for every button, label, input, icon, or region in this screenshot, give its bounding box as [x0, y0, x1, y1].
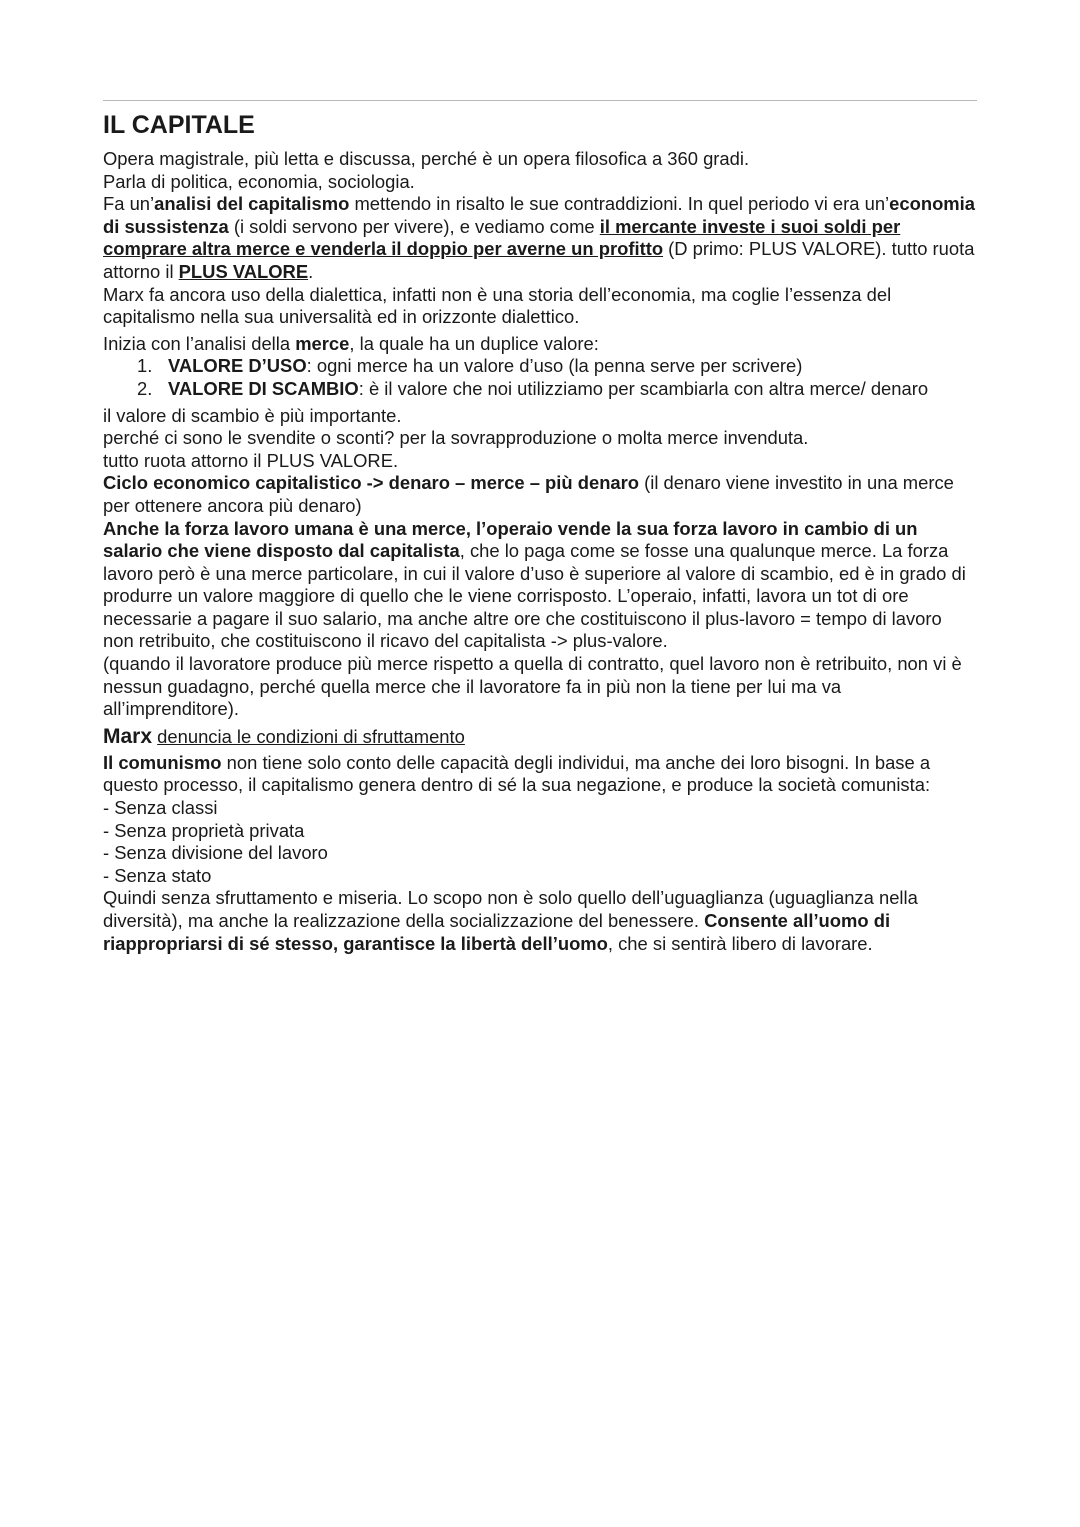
bold-term: merce — [295, 332, 350, 354]
page-title: IL CAPITALE — [103, 111, 255, 139]
labor-force-paragraph: Anche la forza lavoro umana è una merce, l’operaio vende la sua forza lavoro in cambio di un salario che viene disposto dal capitalista, che lo paga come se fosse una qualunque merce. La forza lavoro però è una merce particolare, in cui il valore d’uso è superiore al valore di scambio, ed è in grado di produrre un valore maggiore di quello che le viene corrisposto. L’operaio, infatti, lavora un tot di ore necessarie a pagare il suo salario, ma anche altre ore che costituiscono il plus-lavoro = tempo di lavoro non retribuito, che costituiscono il ricavo del capitalista -> plus-valore. — [103, 517, 966, 652]
exchange-line-1: il valore di scambio è più importante. — [103, 404, 402, 426]
underlined-term: PLUS VALORE — [178, 260, 309, 282]
bold-term: economia di sussistenza — [103, 193, 975, 237]
senza-item: - Senza stato — [103, 864, 212, 886]
communism-paragraph: Il comunismo non tiene solo conto delle capacità degli individui, ma anche dei loro bisogni. In base a questo processo, il capitalismo genera dentro di sé la sua negazione, e produce la società comunista: — [103, 751, 931, 796]
value-list — [103, 355, 977, 400]
dialectic-paragraph: Marx fa ancora uso della dialettica, infatti non è una storia dell’economia, ma coglie l’essenza del capitalismo nella sua universalità ed in orizzonte dialettico. — [103, 283, 892, 328]
senza-item: - Senza classi — [103, 797, 218, 819]
final-paragraph: Quindi senza sfruttamento e miseria. Lo scopo non è solo quello dell’uguaglianza (uguaglianza nella diversità), ma anche la realizzazione della socializzazione del benessere. Consente all’uomo di riappropriarsi di sé stesso, garantisce la libertà dell’uomo, che si sentirà libero di lavorare. — [103, 887, 918, 954]
document-page — [103, 100, 977, 955]
note-paragraph: (quando il lavoratore produce più merce rispetto a quella di contratto, quel lavoro non è retribuito, non vi è nessun guadagno, perché quella merce che il lavoratore fa in più non la tiene per lui ma va all’imprenditore). — [103, 653, 962, 720]
senza-item: - Senza divisione del lavoro — [103, 842, 328, 864]
marx-heading: Marx denuncia le condizioni di sfruttamento — [103, 724, 465, 748]
merce-intro: Inizia con l’analisi della merce, la quale ha un duplice valore: — [103, 332, 599, 354]
bold-term: analisi del capitalismo — [154, 193, 350, 215]
list-item: 2. VALORE DI SCAMBIO: è il valore che noi utilizziamo per scambiarla con altra merce/ denaro — [137, 377, 929, 399]
list-item: 1. VALORE D’USO: ogni merce ha un valore d’uso (la penna serve per scrivere) — [137, 355, 803, 377]
underlined-term: il mercante investe i suoi soldi per comprare altra merce e venderla il doppio per averne un profitto — [103, 215, 901, 260]
economic-cycle: Ciclo economico capitalistico -> denaro – merce – più denaro (il denaro viene investito in una merce per ottenere ancora più denaro) — [103, 472, 954, 516]
top-divider — [103, 100, 977, 101]
analysis-paragraph: Fa un’analisi del capitalismo mettendo in risalto le sue contraddizioni. In quel periodo vi era un’economia di sussistenza (i soldi servono per vivere), e vediamo come il mercante investe i suoi soldi per comprare altra merce e venderla il doppio per averne un profitto (D primo: PLUS VALORE). tutto ruota attorno il PLUS VALORE. — [103, 193, 975, 282]
senza-item: - Senza proprietà privata — [103, 819, 305, 841]
intro-line-2: Parla di politica, economia, sociologia. — [103, 170, 415, 192]
intro-line-1: Opera magistrale, più letta e discussa, perché è un opera filosofica a 360 gradi. — [103, 148, 750, 169]
exchange-line-2: perché ci sono le svendite o sconti? per la sovrapproduzione o molta merce invenduta. — [103, 427, 809, 449]
exchange-line-3: tutto ruota attorno il PLUS VALORE. — [103, 449, 399, 471]
